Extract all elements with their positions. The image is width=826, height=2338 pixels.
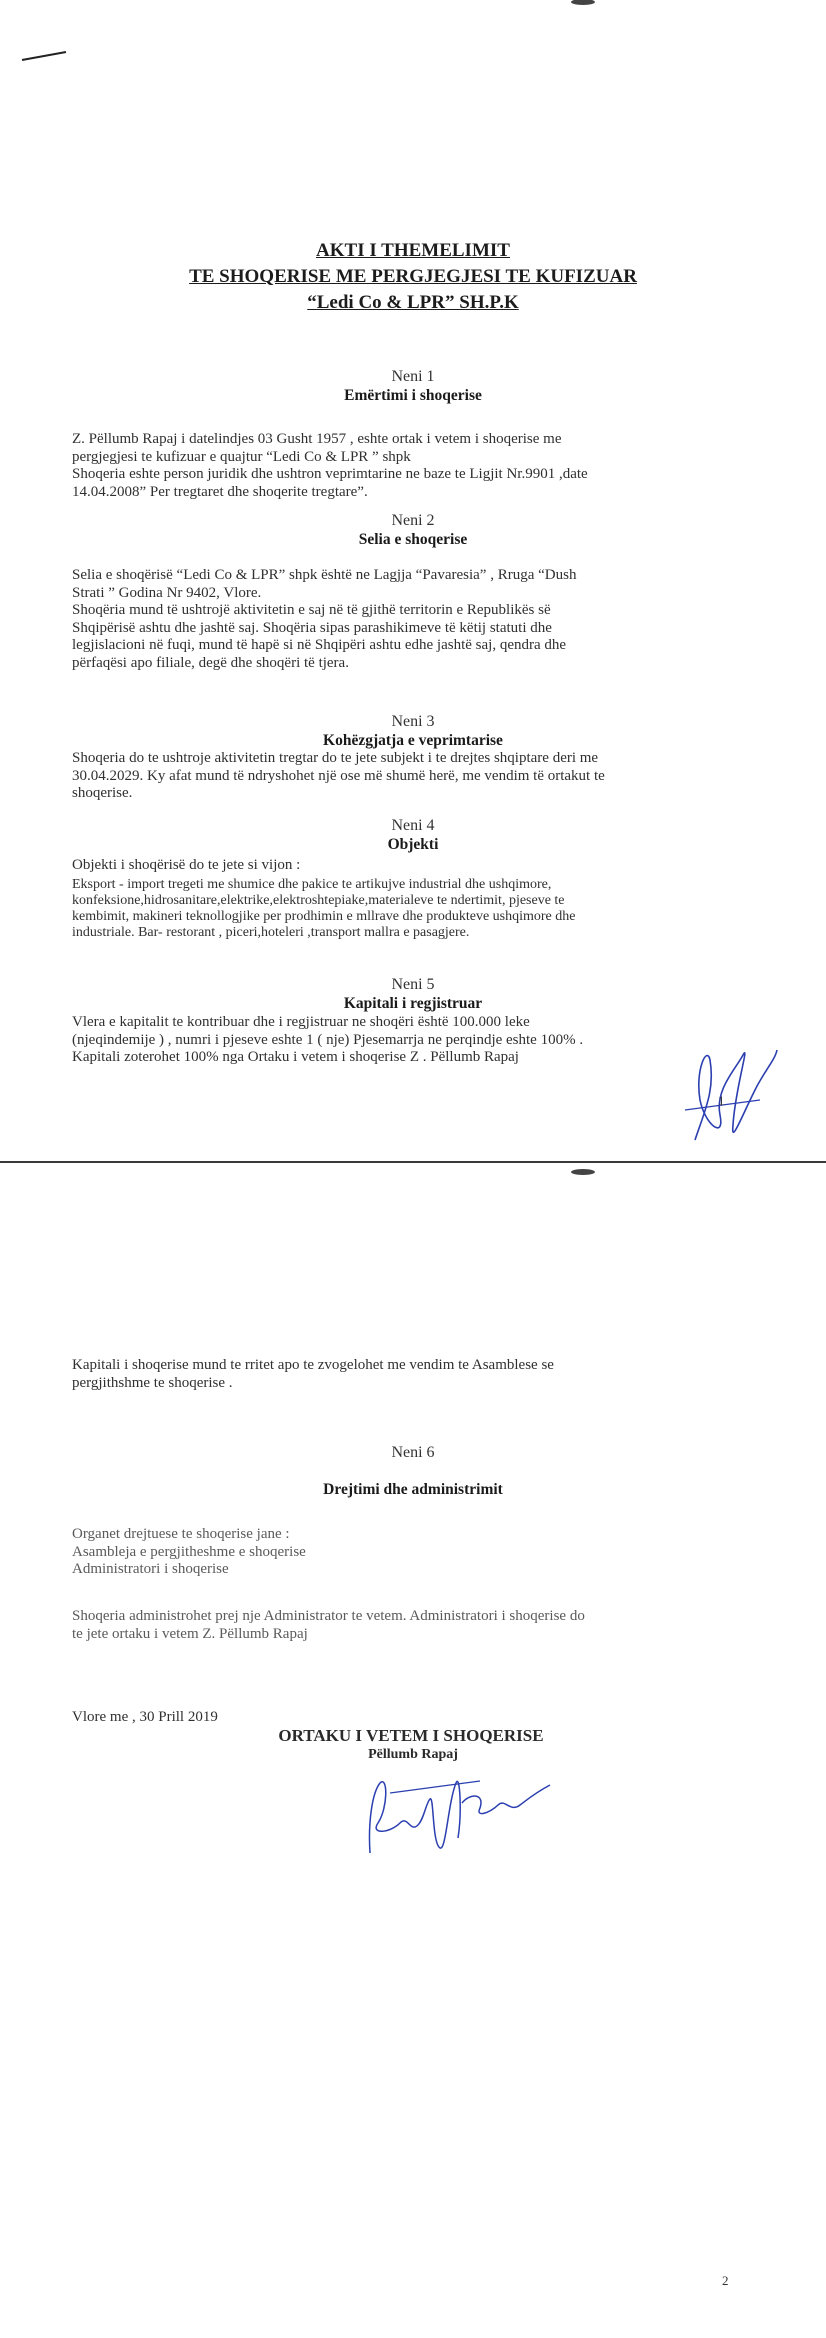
article-6-label: Neni 6 (391, 1444, 435, 1461)
article-5-text (72, 1014, 768, 1067)
text-line: Selia e shoqërisë “Ledi Co & LPR” shpk është ne Lagjja “Pavaresia” , Rruga “Dush (72, 567, 577, 583)
text-line: kembimit, makineri teknollogjike per prodhimin e mllrave dhe produkteve ushqimore dhe (72, 909, 576, 924)
article-5-label: Neni 5 (391, 976, 435, 993)
text-line: Shoqëria mund të ushtrojë aktivitetin e saj në të gjithë territorin e Republikës së (72, 602, 551, 618)
text-line: 14.04.2008” Per tregtaret dhe shoqerite tregtare”. (72, 483, 368, 500)
text-line: Strati ” Godina Nr 9402, Vlore. (72, 584, 262, 601)
document-page-1 (0, 0, 826, 1163)
date-line: Vlore me , 30 Prill 2019 (72, 1709, 218, 1725)
text-line: Kapitali zoterohet 100% nga Ortaku i vetem i shoqerise Z . Pëllumb Rapaj (72, 1049, 519, 1065)
text-line: Organet drejtuese te shoqerise jane : (72, 1526, 290, 1542)
text-line: (njeqindemije ) , numri i pjeseve eshte 1 ( nje) Pjesemarrja ne perqindje eshte 100% . (72, 1031, 584, 1048)
article-4-intro: Objekti i shoqërisë do te jete si vijon : (72, 857, 301, 873)
text-line: konfeksione,hidrosanitare,elektrike,elektroshtepiake,materialeve te ndertimit, pjeseve te (72, 893, 565, 908)
article-2-heading: Selia e shoqerise (358, 531, 468, 548)
signatory-name: Pëllumb Rapaj (368, 1747, 458, 1762)
text-line: Shoqeria do te ushtroje aktivitetin tregtar do te jete subjekt i te drejtes shqiptare deri me (72, 750, 599, 766)
scan-mark (20, 48, 70, 64)
article-3-text (72, 750, 768, 803)
text-line: pergjegjesi te kufizuar e quajtur “Ledi Co & LPR ” shpk (72, 448, 411, 465)
text-line: te jete ortaku i vetem Z. Pëllumb Rapaj (72, 1625, 308, 1642)
document-title-line-1: AKTI I THEMELIMIT (316, 240, 510, 261)
text-line: Z. Pëllumb Rapaj i datelindjes 03 Gusht 1957 , eshte ortak i vetem i shoqerise me (72, 431, 562, 447)
text-line: legjislacioni në fuqi, mund të hapë si në Shqipëri ashtu edhe jashtë saj, qendra dhe (72, 637, 567, 653)
article-3-label: Neni 3 (391, 713, 435, 730)
text-line: Administratori i shoqerise (72, 1561, 229, 1577)
scan-mark (568, 1169, 598, 1177)
text-line: industriale. Bar- restorant , piceri,hoteleri ,transport mallra e pasagjere. (72, 925, 470, 940)
article-1-heading: Emërtimi i shoqerise (344, 387, 482, 404)
article-5-heading: Kapitali i regjistruar (343, 995, 483, 1012)
text-line: Shoqeria eshte person juridik dhe ushtron veprimtarine ne baze te Ligjit Nr.9901 ,date (72, 466, 588, 482)
capital-change-text (72, 1357, 768, 1392)
signatory-title: ORTAKU I VETEM I SHOQERISE (278, 1726, 544, 1745)
article-4-label: Neni 4 (391, 817, 435, 834)
page-number: 1 (718, 1093, 725, 1108)
governing-bodies-list (72, 1526, 768, 1579)
text-line: shoqerise. (72, 785, 133, 801)
article-2-text (72, 567, 768, 672)
scan-mark (568, 0, 598, 8)
text-line: Shoqeria administrohet prej nje Administrator te vetem. Administratori i shoqerise do (72, 1608, 585, 1624)
article-4-text (72, 877, 768, 941)
article-3-heading: Kohëzgjatja e veprimtarise (323, 732, 503, 749)
text-line: përfaqësi apo filiale, degë dhe shoqëri të tjera. (72, 654, 349, 671)
text-line: Shqipërisë ashtu dhe jashtë saj. Shoqëria sipas parashikimeve të këtij statuti dhe (72, 619, 552, 636)
article-1-text (72, 431, 768, 501)
article-4-heading: Objekti (387, 836, 439, 853)
document-title-line-3: “Ledi Co & LPR” SH.P.K (307, 292, 519, 313)
article-1-label: Neni 1 (391, 368, 435, 385)
page-number: 2 (722, 2273, 729, 2288)
article-2-label: Neni 2 (391, 512, 435, 529)
text-line: Asambleja e pergjitheshme e shoqerise (72, 1543, 306, 1560)
article-6-heading: Drejtimi dhe administrimit (323, 1481, 503, 1498)
document-page-2 (0, 1163, 826, 2338)
text-line: Kapitali i shoqerise mund te rritet apo te zvogelohet me vendim te Asamblese se (72, 1357, 554, 1373)
text-line: Eksport - import tregeti me shumice dhe pakice te artikujve industrial dhe ushqimore, (72, 877, 552, 892)
document-title-line-2: TE SHOQERISE ME PERGJEGJESI TE KUFIZUAR (189, 266, 637, 287)
text-line: pergjithshme te shoqerise . (72, 1374, 233, 1391)
administration-text (72, 1608, 768, 1643)
text-line: 30.04.2029. Ky afat mund të ndryshohet një ose më shumë herë, me vendim të ortakut te (72, 767, 605, 784)
text-line: Vlera e kapitalit te kontribuar dhe i regjistruar ne shoqëri është 100.000 leke (72, 1014, 530, 1030)
signature-initials (665, 1030, 785, 1150)
signature (360, 1763, 560, 1863)
